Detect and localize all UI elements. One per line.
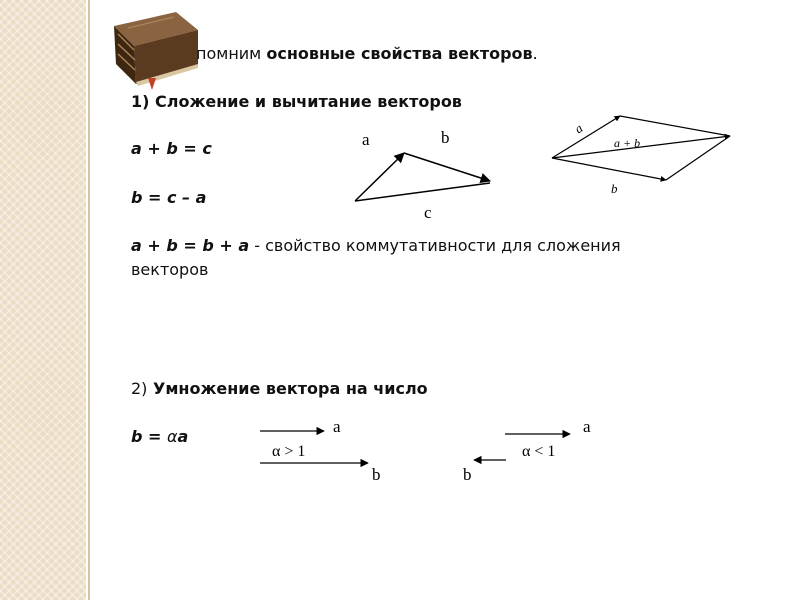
vector-c-line xyxy=(355,183,490,201)
scale2-label-b: b xyxy=(463,465,472,484)
formula-subtraction: b = c – a xyxy=(131,188,207,207)
formula-addition: a + b = c xyxy=(131,139,212,158)
scale1-label-a: a xyxy=(333,417,341,436)
parallelogram-diagram xyxy=(552,116,730,196)
section2-title: Умножение вектора на число xyxy=(147,379,428,398)
commutative-text-cont: векторов xyxy=(131,260,209,279)
para-top-edge xyxy=(620,116,730,136)
commutative-text: - свойство коммутативности для сложения xyxy=(249,236,621,255)
para-vector-b xyxy=(552,158,666,180)
formula-alpha: α xyxy=(167,427,178,446)
scale2-label-a: a xyxy=(583,417,591,436)
formula-a: a xyxy=(177,427,189,446)
formula-b: b xyxy=(131,427,143,446)
intro-bold: основные свойства векторов xyxy=(266,44,533,63)
triangle-diagram xyxy=(355,128,490,222)
scaling-diagram-less xyxy=(463,417,591,484)
para-label-a: a xyxy=(571,120,586,137)
para-vector-a xyxy=(552,116,620,158)
scale1-condition: α > 1 xyxy=(272,443,306,460)
scale2-condition: α < 1 xyxy=(522,443,556,460)
formula-eq: = xyxy=(142,427,167,446)
scale1-label-b: b xyxy=(372,465,381,484)
para-label-b: b xyxy=(611,181,618,196)
triangle-label-a: a xyxy=(362,130,370,149)
formula-commutative: a + b = b + a xyxy=(131,236,250,255)
section1-heading: 1) Сложение и вычитание векторов xyxy=(131,92,462,111)
para-label-sum: a + b xyxy=(614,136,641,150)
triangle-label-c: c xyxy=(424,203,432,222)
triangle-label-b: b xyxy=(441,128,450,147)
intro-suffix: . xyxy=(532,44,538,63)
intro-prefix: помним xyxy=(196,44,262,63)
vector-a-arrow xyxy=(355,153,404,201)
section2-num: 2) xyxy=(131,379,148,398)
scaling-diagram-greater xyxy=(260,417,381,484)
vector-b-arrow xyxy=(404,153,490,181)
